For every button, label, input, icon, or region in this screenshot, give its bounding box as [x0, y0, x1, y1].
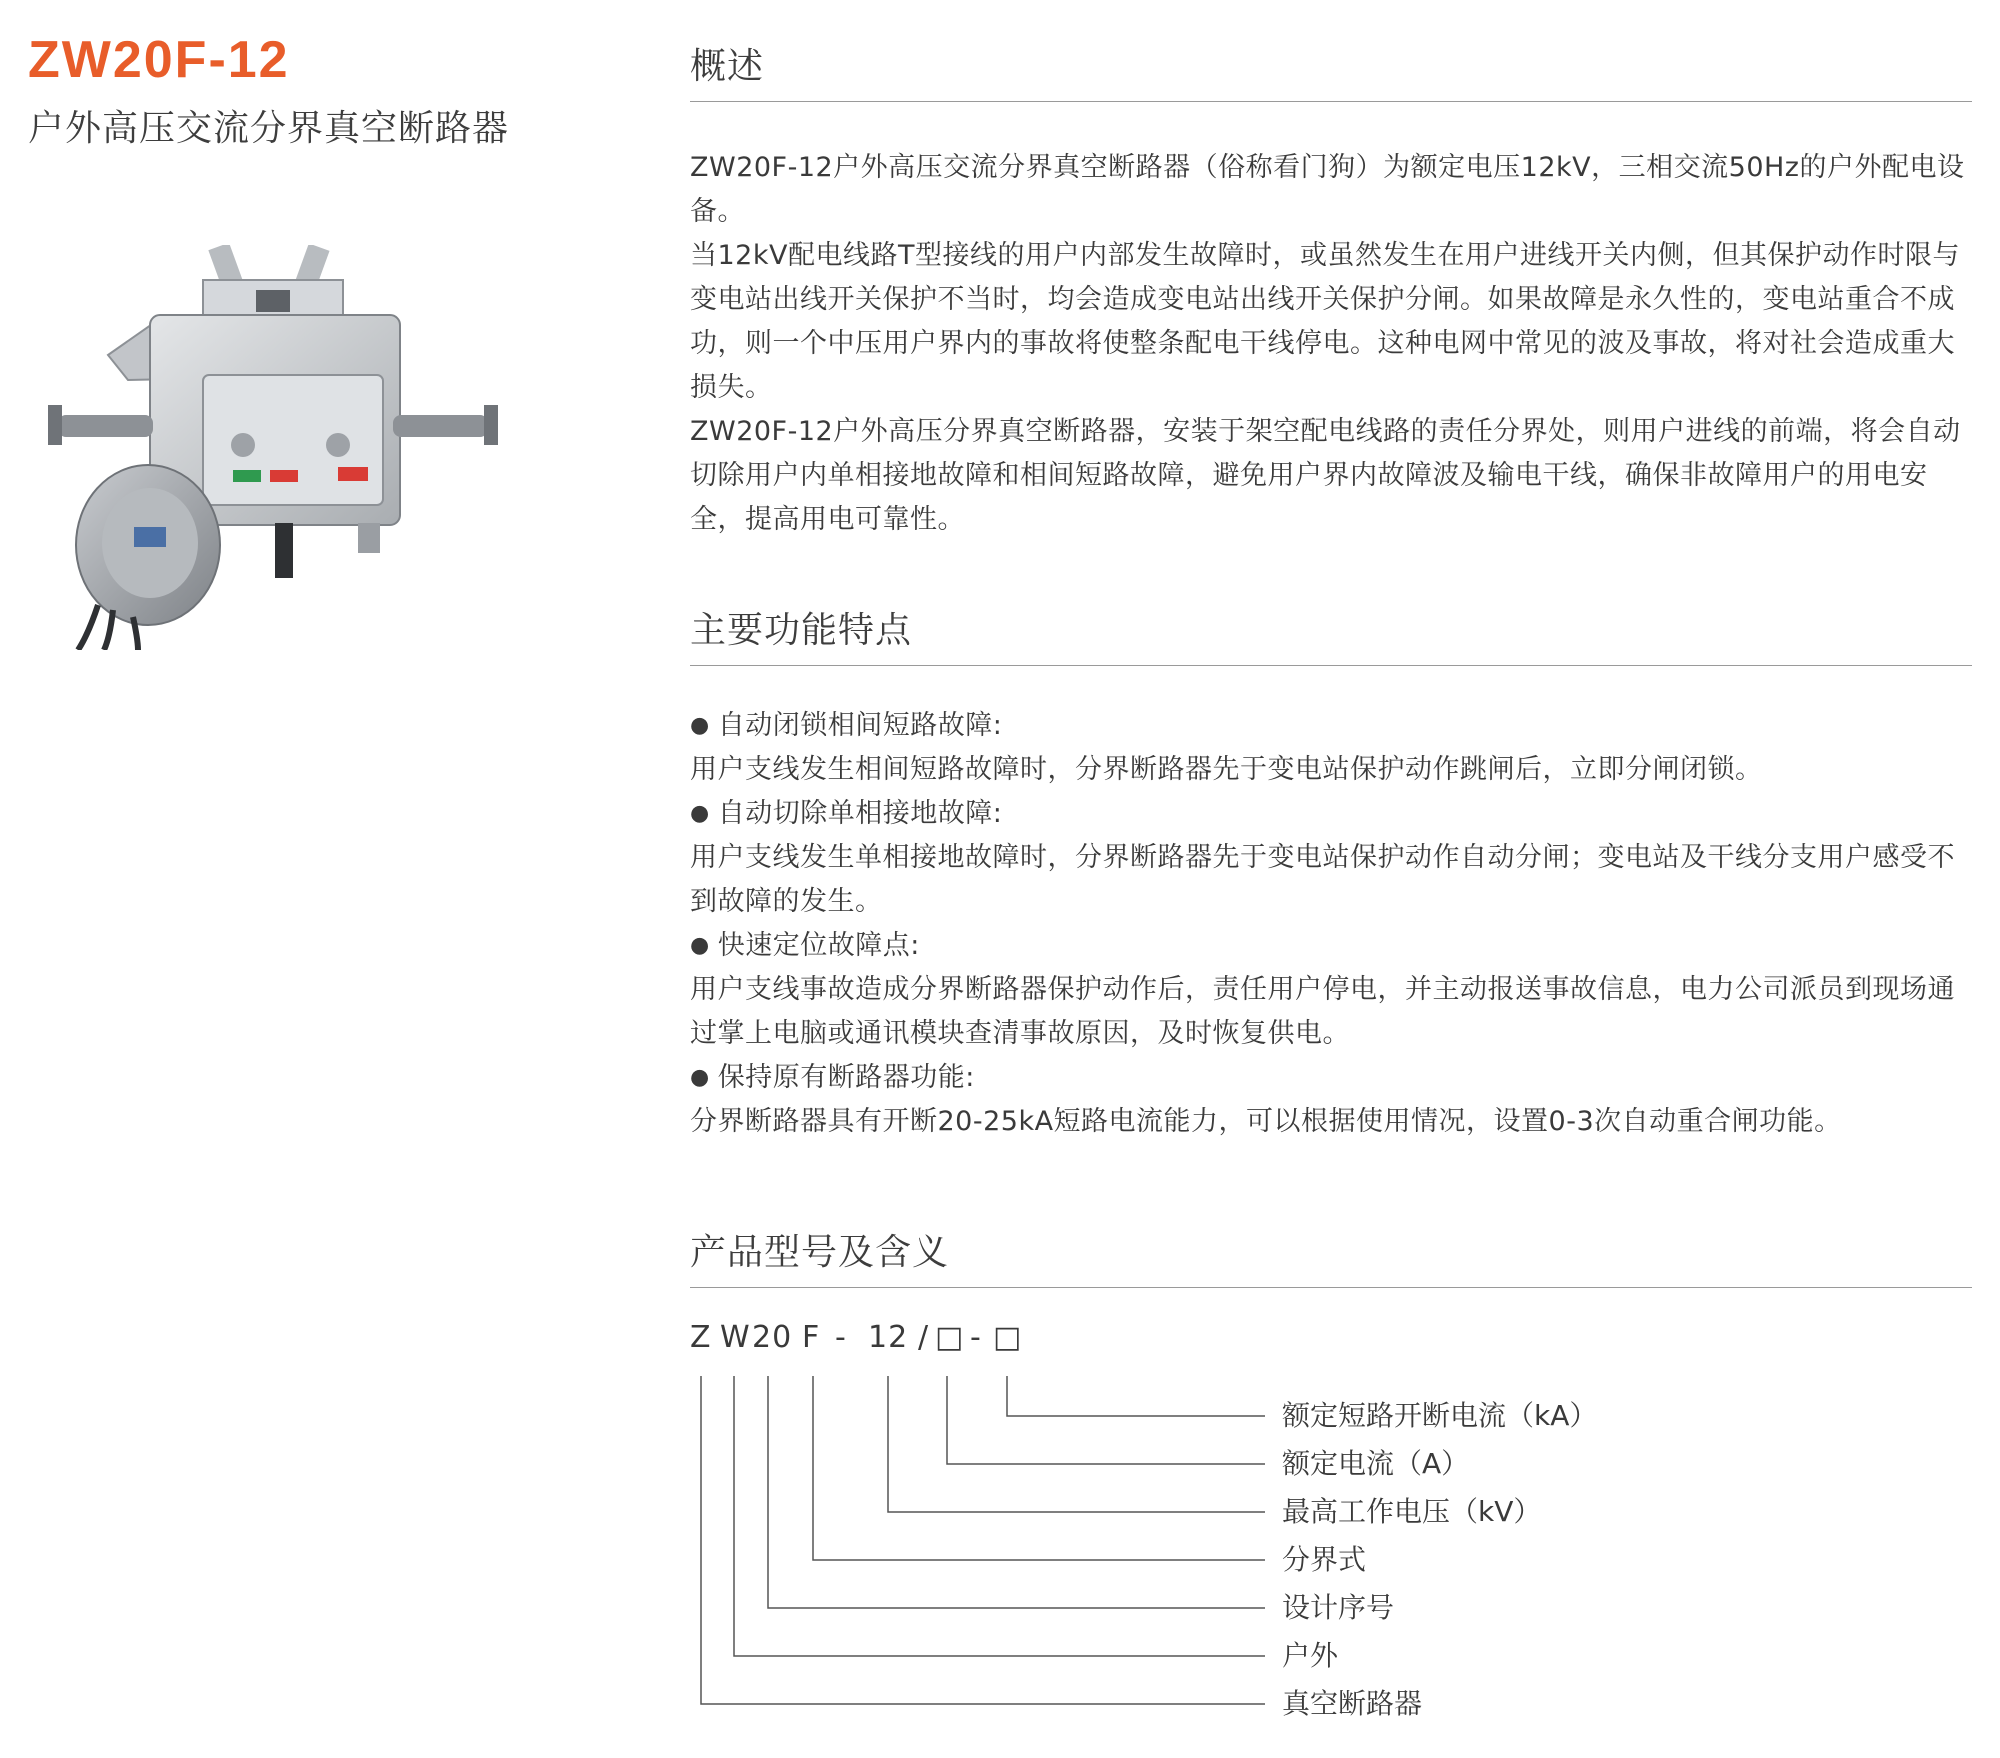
feature-desc: 用户支线发生相间短路故障时，分界断路器先于变电站保护动作跳闸后，立即分闸闭锁。 — [690, 754, 1763, 785]
feature-title: ● 自动闭锁相间短路故障: — [690, 704, 1972, 748]
feature-title: ● 快速定位故障点: — [690, 924, 1972, 968]
code-label-vacuum-breaker: 真空断路器 — [1282, 1687, 1423, 1720]
code-label-boundary-type: 分界式 — [1282, 1543, 1367, 1576]
features-heading: 主要功能特点 — [690, 602, 1972, 666]
code-label-breaking-current: 额定短路开断电流（kA） — [1282, 1399, 1598, 1432]
right-panel — [690, 38, 1972, 1758]
code-char-w: W — [720, 1320, 751, 1355]
code-char-f: F — [802, 1320, 821, 1355]
model-code-diagram — [690, 1318, 1972, 1758]
overview-paragraph: ZW20F-12户外高压交流分界真空断路器（俗称看门狗）为额定电压12kV，三相交流50Hz的户外配电设备。 — [690, 152, 1965, 227]
overview-paragraph: ZW20F-12户外高压分界真空断路器，安装于架空配电线路的责任分界处，则用户进线的前端，将会自动切除用户内单相接地故障和相间短路故障，避免用户界内故障波及输电干线，确保非故障用户的用电安全，提高用电可靠性。 — [690, 416, 1961, 535]
code-label-design-number: 设计序号 — [1282, 1591, 1395, 1624]
features-list — [690, 704, 1972, 1144]
code-char-dash: - — [835, 1320, 847, 1355]
feature-title: ● 自动切除单相接地故障: — [690, 792, 1972, 836]
code-label-rated-current: 额定电流（A） — [1282, 1447, 1470, 1480]
code-label-outdoor: 户外 — [1282, 1639, 1339, 1672]
feature-title: ● 保持原有断路器功能: — [690, 1056, 1972, 1100]
feature-desc: 分界断路器具有开断20-25kA短路电流能力，可以根据使用情况，设置0-3次自动重合闸功能。 — [690, 1106, 1842, 1137]
code-char-20: 20 — [752, 1320, 793, 1355]
left-panel — [28, 28, 648, 151]
code-char-box-current: □ — [935, 1320, 965, 1355]
code-char-z: Z — [690, 1320, 712, 1355]
code-char-12: 12 — [868, 1320, 909, 1355]
overview-heading: 概述 — [690, 38, 1972, 102]
feature-desc: 用户支线事故造成分界断路器保护动作后，责任用户停电，并主动报送事故信息，电力公司派员到现场通过掌上电脑或通讯模块查清事故原因，及时恢复供电。 — [690, 974, 1955, 1049]
product-image — [38, 245, 508, 650]
code-label-max-voltage: 最高工作电压（kV） — [1282, 1495, 1542, 1528]
overview-body — [690, 146, 1972, 542]
model-title: ZW20F-12 — [28, 31, 290, 89]
code-char-dash: - — [970, 1320, 982, 1355]
feature-desc: 用户支线发生单相接地故障时，分界断路器先于变电站保护动作自动分闸；变电站及干线分支用户感受不到故障的发生。 — [690, 842, 1955, 917]
model-subtitle: 户外高压交流分界真空断路器 — [28, 108, 510, 149]
code-char-box-breaking: □ — [993, 1320, 1023, 1355]
model-code-heading: 产品型号及含义 — [690, 1224, 1972, 1288]
code-char-slash: / — [918, 1320, 930, 1355]
overview-paragraph: 当12kV配电线路T型接线的用户内部发生故障时，或虽然发生在用户进线开关内侧，但其保护动作时限与变电站出线开关保护不当时，均会造成变电站出线开关保护分闸。如果故障是永久性的，变电站重合不成功，则一个中压用户界内的事故将使整条配电干线停电。这种电网中常见的波及事故，将对社会造成重大损失。 — [690, 240, 1960, 403]
